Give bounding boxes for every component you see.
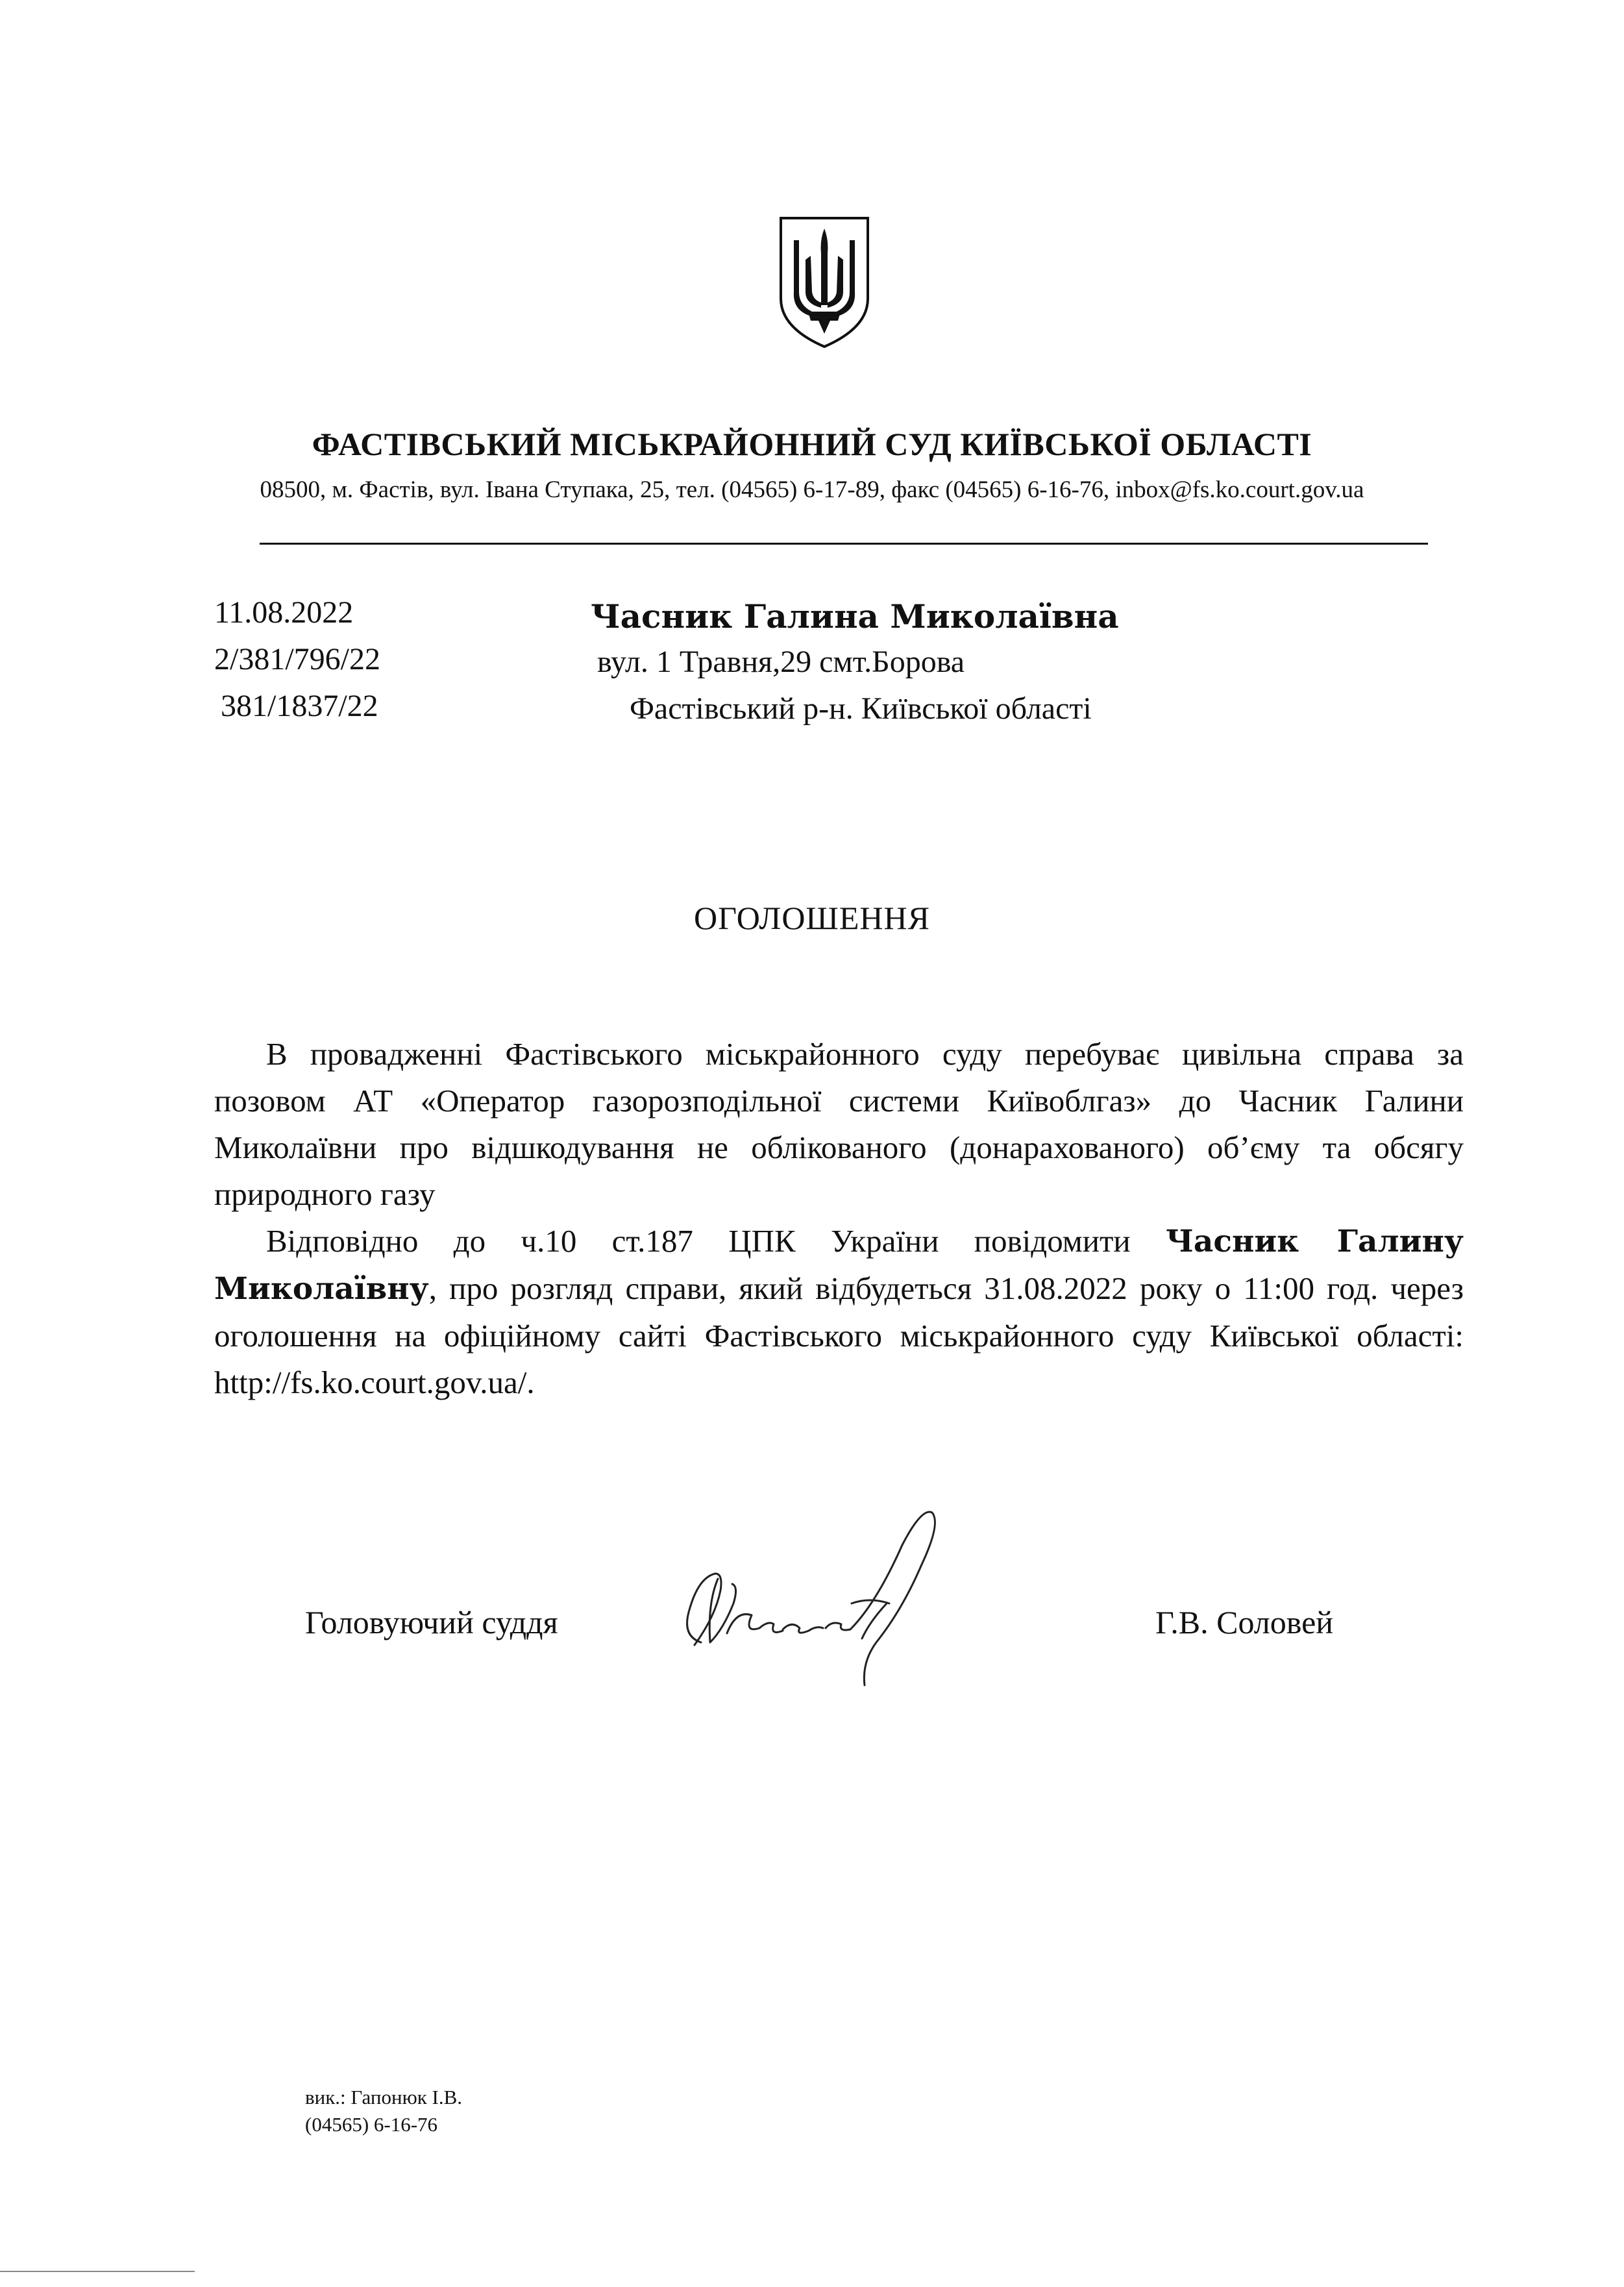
scan-edge-line: [0, 2271, 195, 2272]
defendant-name: Часник Галину Миколаївну: [214, 1224, 1464, 1307]
body-text: , про розгляд справи, який відбудеться 31.08.2022 року о 11:00 год. через оголошення на офіційному сайті Фастівського міськрайонного суду Київської області: http://fs.ko.court.gov.ua/.: [214, 1270, 1464, 1400]
court-address: 08500, м. Фастів, вул. Івана Ступака, 25, тел. (04565) 6-17-89, факс (04565) 6-16-76, inbox@fs.ko.court.gov.ua: [260, 476, 1364, 503]
body-text: Відповідно до ч.10 ст.187 ЦПК України повідомити: [266, 1223, 1166, 1259]
recipient-name: Часник Галина Миколаївна: [591, 597, 1119, 636]
handwritten-signature: [656, 1506, 1019, 1701]
recipient-region: Фастівський р-н. Київської області: [630, 691, 1092, 726]
executor-phone: (04565) 6-16-76: [305, 2113, 438, 2136]
announcement-body: [214, 1031, 1464, 1406]
executor-name: вик.: Гапонюк І.В.: [305, 2086, 463, 2108]
recipient-street: вул. 1 Травня,29 смт.Борова: [597, 645, 965, 679]
judge-name: Г.В. Соловей: [1155, 1604, 1334, 1640]
body-paragraph: В провадженні Фастівського міськрайонного суду перебуває цивільна справа за позовом АТ «Оператор газорозподільної системи Київоблгаз» до Часник Галини Миколаївни про відшкодування не облікованого (донарахованого) об’єму та обсягу природного газу: [214, 1036, 1464, 1212]
document-date: 11.08.2022: [214, 595, 354, 630]
signer-role: Головуючий суддя: [305, 1604, 558, 1640]
header-divider: [260, 543, 1428, 545]
coat-of-arms-icon: [776, 214, 873, 351]
proceeding-number: 381/1837/22: [221, 689, 378, 723]
case-number: 2/381/796/22: [214, 642, 381, 676]
court-name: ФАСТІВСЬКИЙ МІСЬКРАЙОННИЙ СУД КИЇВСЬКОЇ ОБЛАСТІ: [312, 426, 1312, 462]
body-paragraph: [214, 1218, 1464, 1406]
document-title: ОГОЛОШЕННЯ: [694, 900, 930, 936]
